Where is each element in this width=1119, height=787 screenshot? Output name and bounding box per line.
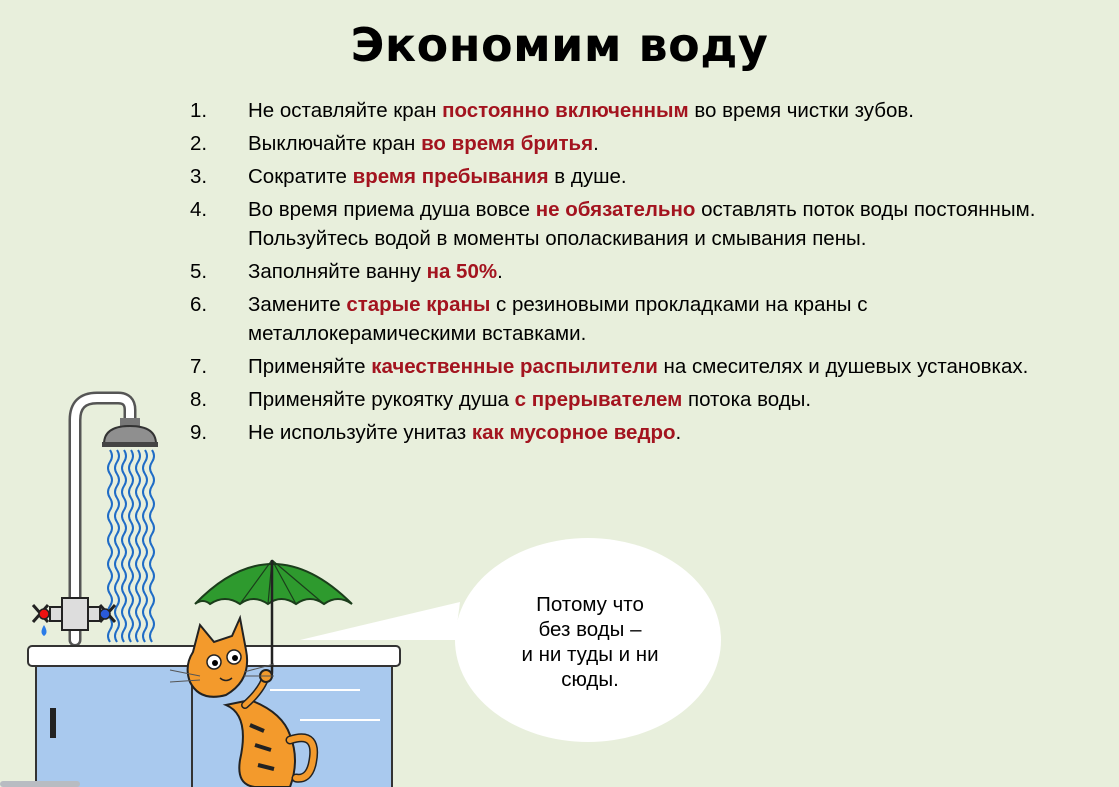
shower-head-icon <box>102 418 158 447</box>
tip-number: 8. <box>190 388 208 411</box>
tip-number: 3. <box>190 165 208 188</box>
tip-highlight: во время бритья <box>421 132 594 155</box>
tip-number: 2. <box>190 132 208 155</box>
tip-number: 9. <box>190 421 208 444</box>
tip-number: 6. <box>190 293 208 316</box>
tip-highlight: с прерывателем <box>514 388 683 411</box>
tip-highlight: старые краны <box>346 293 491 316</box>
tip-text: Применяйте рукоятку душа с прерывателем потока воды. <box>248 388 812 411</box>
tip-number: 7. <box>190 355 208 378</box>
tip-text: Не оставляйте кран постоянно включенным во время чистки зубов. <box>248 99 915 122</box>
bubble-line: Потому что <box>536 593 644 616</box>
tip-text: Выключайте кран во время бритья. <box>248 132 599 155</box>
bubble-line: и ни туды и ни <box>521 643 659 666</box>
tip-highlight: на 50% <box>426 260 498 283</box>
speech-bubble-text <box>490 592 690 692</box>
tip-number: 5. <box>190 260 208 283</box>
tip-highlight: время пребывания <box>352 165 549 188</box>
tip-text: Во время приема душа вовсе не обязательно оставлять поток воды постоянным. Пользуйтесь водой в моменты ополаскивания и смывания пены. <box>248 198 1036 250</box>
water-stream <box>108 450 154 642</box>
tip-number: 1. <box>190 99 208 122</box>
bubble-line: без воды – <box>538 618 642 641</box>
scrollbar[interactable] <box>0 781 80 787</box>
tip-text: Заполняйте ванну на 50%. <box>248 260 503 283</box>
faucet-icon <box>33 598 115 636</box>
tip-text: Применяйте качественные распылители на смесителях и душевых установках. <box>248 355 1029 378</box>
tip-highlight: как мусорное ведро <box>471 421 676 444</box>
tip-highlight: не обязательно <box>535 198 696 221</box>
tip-highlight: качественные распылители <box>371 355 658 378</box>
page-title: Экономим воду <box>350 18 769 72</box>
tip-highlight: постоянно включенным <box>442 99 689 122</box>
tip-text: Сократите время пребывания в душе. <box>248 165 627 188</box>
tip-number: 4. <box>190 198 208 221</box>
bubble-line: сюды. <box>561 668 619 691</box>
tip-text: Не используйте унитаз как мусорное ведро. <box>248 421 682 444</box>
tip-text: Замените старые краны с резиновыми прокладками на краны с металлокерамическими вставками. <box>248 293 868 345</box>
